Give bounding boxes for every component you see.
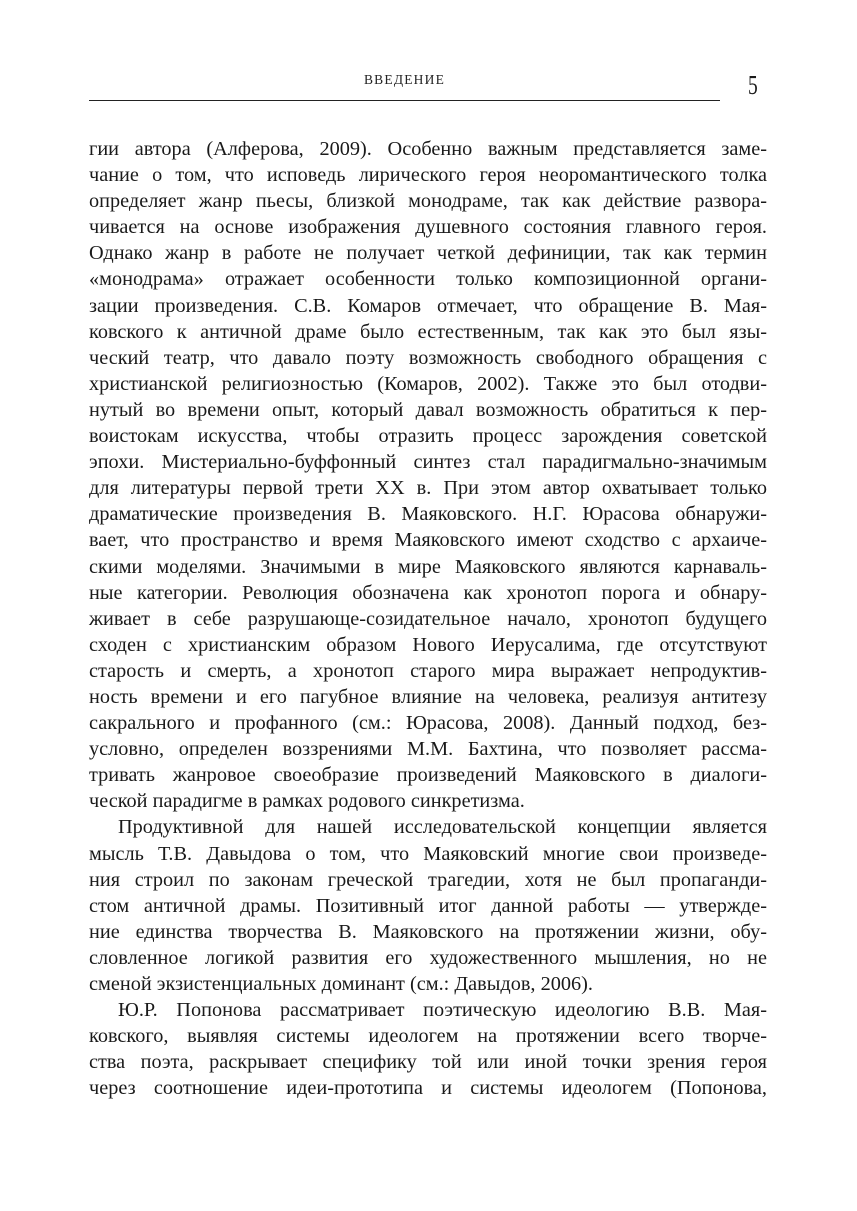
text-line: чание о том, что исповедь лирического героя неоромантического толка (89, 164, 767, 187)
text-line: ность времени и его пагубное влияние на человека, реализуя антитезу (89, 685, 767, 708)
text-line: ства поэта, раскрывает специфику той или иной точки зрения героя (89, 1051, 767, 1074)
text-line: «монодрама» отражает особенности только композиционной органи- (89, 268, 767, 291)
header-rule (89, 100, 720, 101)
text-line: гии автора (Алферова, 2009). Особенно важным представляется заме- (89, 138, 767, 160)
running-head-title: ВВЕДЕНИЕ (363, 72, 446, 87)
text-line: чивается на основе изображения душевного состояния главного героя. (89, 216, 767, 239)
text-line: ние единства творчества В. Маяковского на протяжении жизни, обу- (89, 920, 767, 943)
text-line: ния строил по законам греческой трагедии, хотя не был пропаганди- (89, 868, 767, 891)
text-line: ковского к античной драме было естественным, так как это был язы- (89, 320, 767, 343)
page-number: 5 (748, 70, 758, 100)
text-line: для литературы первой трети XX в. При этом автор охватывает только (89, 477, 767, 500)
body-text (89, 136, 767, 1101)
text-line: ческий театр, что давало поэту возможность свободного обращения с (89, 346, 767, 369)
text-line: стом античной драмы. Позитивный итог данной работы — утвержде- (89, 894, 767, 917)
text-line: ковского, выявляя системы идеологем на протяжении всего творче- (89, 1025, 767, 1048)
text-line: условно, определен воззрениями М.М. Бахтина, что позволяет рассма- (89, 738, 767, 761)
text-line: ческой парадигме в рамках родового синкретизма. (89, 790, 525, 813)
paragraph-1 (89, 136, 767, 814)
text-line: Однако жанр в работе не получает четкой дефиниции, так как термин (89, 242, 767, 265)
text-line: словленное логикой развития его художественного мышления, но не (89, 946, 767, 969)
text-line: эпохи. Мистериально-буффонный синтез стал парадигмально-значимым (89, 451, 767, 474)
paragraph-3 (89, 997, 767, 1101)
text-line: определяет жанр пьесы, близкой монодраме, так как действие развора- (89, 190, 767, 213)
text-line: Ю.Р. Попонова рассматривает поэтическую идеологию В.В. Мая- (118, 999, 767, 1022)
text-line: сменой экзистенциальных доминант (см.: Давыдов, 2006). (89, 973, 593, 995)
text-line: через соотношение идеи-прототипа и системы идеологем (Попонова, (89, 1077, 767, 1100)
text-line: зации произведения. С.В. Комаров отмечает, что обращение В. Мая- (89, 294, 767, 317)
text-line: Продуктивной для нашей исследовательской концепции является (118, 816, 767, 839)
text-line: вает, что пространство и время Маяковского имеют сходство с архаиче- (89, 529, 767, 552)
text-line: старость и смерть, а хронотоп старого мира выражает непродуктив- (89, 659, 767, 682)
text-line: ные категории. Революция обозначена как хронотоп порога и обнару- (89, 581, 767, 604)
text-line: тривать жанровое своеобразие произведений Маяковского в диалоги- (89, 764, 767, 787)
text-line: сходен с христианским образом Нового Иерусалима, где отсутствуют (89, 633, 767, 656)
text-line: скими моделями. Значимыми в мире Маяковского являются карнаваль- (89, 555, 767, 578)
text-line: сакрального и профанного (см.: Юрасова, 2008). Данный подход, без- (89, 712, 767, 735)
paragraph-2 (89, 814, 767, 997)
text-line: нутый во времени опыт, который давал возможность обратиться к пер- (89, 398, 767, 421)
text-line: мысль Т.В. Давыдова о том, что Маяковский многие свои произведе- (89, 842, 767, 865)
text-line: воистокам искусства, чтобы отразить процесс зарождения советской (89, 425, 767, 448)
text-line: драматические произведения В. Маяковского. Н.Г. Юрасова обнаружи- (89, 503, 767, 526)
text-line: христианской религиозностью (Комаров, 2002). Также это был отодви- (89, 372, 767, 395)
text-line: живает в себе разрушающе-созидательное начало, хронотоп будущего (89, 607, 767, 630)
